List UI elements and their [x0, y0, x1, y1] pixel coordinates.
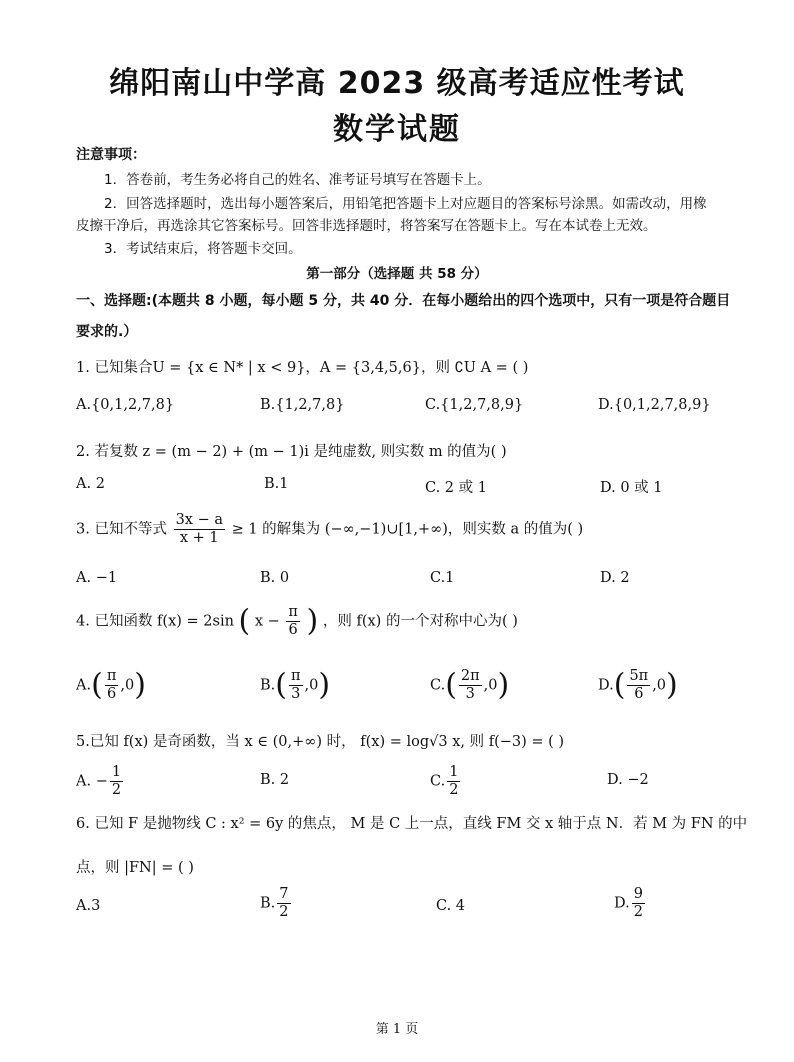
question-3-suffix: ≥ 1 的解集为 (−∞,−1)∪[1,+∞)，则实数 a 的值为( ) — [231, 521, 584, 538]
question-6-stem-line-2: 点，则 |FN| = ( ) — [76, 860, 194, 876]
option-tail: ,0 — [304, 677, 319, 694]
question-4-option-a: A.( $\frac{\pi}{6}$ ,0) — [76, 667, 146, 703]
option-fraction — [459, 668, 482, 703]
option-tail: ,0 — [483, 677, 498, 694]
fraction-numerator: 2π — [460, 668, 480, 684]
option-label: A. − — [76, 773, 108, 790]
exam-subtitle: 数学试题 — [333, 112, 461, 147]
question-4-option-d: D.( $\frac{5\pi}{6}$ ,0) — [598, 667, 678, 703]
question-1-option-d: D.{0,1,2,7,8,9} — [598, 397, 711, 413]
fraction-numerator: 9 — [633, 886, 643, 902]
fraction-denominator: 6 — [106, 686, 117, 702]
option-fraction — [289, 668, 303, 703]
option-fraction — [105, 668, 119, 703]
fraction-denominator: 6 — [288, 622, 298, 638]
fraction-numerator: 1 — [111, 764, 122, 780]
question-6-option-a: A.3 — [76, 898, 101, 914]
option-label: B. — [260, 895, 276, 912]
option-label: C. — [430, 677, 446, 694]
question-3-option-d: D. 2 — [600, 570, 630, 586]
fraction-denominator: 2 — [279, 904, 289, 920]
question-3-option-c: C.1 — [430, 570, 455, 586]
question-5-option-b: B. 2 — [260, 772, 290, 788]
fraction-denominator: 3 — [291, 686, 301, 702]
question-3-prefix: 3. 已知不等式 — [76, 521, 167, 538]
option-tail: ,0 — [120, 677, 135, 694]
fraction-denominator: 6 — [634, 686, 644, 702]
question-5-option-c — [430, 764, 462, 799]
fraction-numerator: 5π — [629, 668, 649, 684]
question-4-option-b: B.( $\frac{\pi}{3}$ ,0) — [260, 667, 331, 703]
fraction-numerator: 7 — [279, 886, 289, 902]
option-fraction — [277, 886, 290, 921]
fraction-denominator: 2 — [449, 782, 459, 798]
question-4-option-c: C.( $\frac{2\pi}{3}$ ,0) — [430, 667, 510, 703]
option-tail: ,0 — [652, 677, 667, 694]
question-1-option-a: A.{0,1,2,7,8} — [76, 397, 175, 413]
notice-item-3: 3．考试结束后，将答题卡交回。 — [104, 241, 302, 257]
question-2-option-c: C. 2 或 1 — [425, 480, 487, 496]
question-2-option-b: B.1 — [264, 476, 289, 492]
question-5-option-d: D. −2 — [607, 772, 649, 788]
question-1-option-b: B.{1,2,7,8} — [260, 397, 345, 413]
right-paren: ) — [306, 603, 319, 639]
question-3-option-b: B. 0 — [260, 570, 290, 586]
question-2-option-a: A. 2 — [76, 476, 105, 492]
question-2-option-d: D. 0 或 1 — [600, 480, 663, 496]
page-number: 第 1 页 — [375, 1022, 419, 1037]
question-1-option-c: C.{1,2,7,8,9} — [425, 397, 524, 413]
question-6-option-b — [260, 886, 293, 921]
question-4-prefix: 4. 已知函数 f(x) = 2sin — [76, 613, 234, 630]
question-4-var: x − — [254, 613, 280, 630]
question-6-option-d — [614, 886, 647, 921]
left-paren: ( — [238, 603, 251, 639]
section-one-line-1: 一、选择题:(本题共 8 小题，每小题 5 分，共 40 分．在每小题给出的四个选项中，只有一项是符合题目 — [76, 293, 731, 309]
option-label: B. — [260, 677, 276, 694]
option-label: A. — [76, 677, 92, 694]
option-label: D. — [598, 677, 614, 694]
question-4-fraction — [286, 604, 300, 639]
notice-heading: 注意事项： — [76, 147, 146, 163]
notice-item-2-line-2: 皮擦干净后，再选涂其它答案标号。回答非选择题时，将答案写在答题卡上。写在本试卷上无效。 — [76, 218, 657, 234]
option-fraction — [447, 764, 460, 799]
question-3-fraction — [174, 512, 225, 547]
option-fraction — [632, 886, 645, 921]
section-one-line-2: 要求的.） — [76, 324, 138, 340]
question-6-option-c: C. 4 — [436, 898, 466, 914]
fraction-denominator: 2 — [111, 782, 122, 798]
option-label: D. — [614, 895, 630, 912]
fraction-numerator: 1 — [449, 764, 459, 780]
notice-item-1: 1．答卷前，考生务必将自己的姓名、准考证号填写在答题卡上。 — [104, 172, 491, 188]
question-5-stem: 5.已知 f(x) 是奇函数，当 x ∈ (0,+∞) 时， f(x) = log√3 x, 则 f(−3) = ( ) — [76, 734, 565, 750]
fraction-numerator: π — [106, 668, 117, 684]
fraction-numerator: π — [288, 604, 298, 620]
question-4-suffix: ，则 f(x) 的一个对称中心为( ) — [322, 613, 518, 630]
option-fraction — [627, 668, 650, 703]
question-2-stem: 2. 若复数 z = (m − 2) + (m − 1)i 是纯虚数, 则实数 m 的值为( ) — [76, 444, 507, 460]
notice-item-2-line-1: 2．回答选择题时，选出每小题答案后，用铅笔把答题卡上对应题目的答案标号涂黑。如需改动，用橡 — [104, 196, 707, 212]
option-label: C. — [430, 773, 446, 790]
question-5-option-a — [76, 764, 125, 799]
option-fraction — [110, 764, 123, 799]
part-one-title: 第一部分（选择题 共 58 分） — [306, 266, 488, 282]
fraction-denominator: 2 — [633, 904, 643, 920]
fraction-denominator: 3 — [465, 686, 475, 702]
question-3-option-a: A. −1 — [76, 570, 118, 586]
exam-title: 绵阳南山中学高 2023 级高考适应性考试 — [109, 66, 685, 101]
question-1-stem: 1. 已知集合U = {x ∈ N* | x < 9}，A = {3,4,5,6}，则 ∁U A = ( ) — [76, 360, 529, 376]
fraction-denominator: x + 1 — [179, 530, 219, 546]
question-6-stem-line-1: 6. 已知 F 是抛物线 C : x² = 6y 的焦点， M 是 C 上一点，直线 FM 交 x 轴于点 N．若 M 为 FN 的中 — [76, 816, 748, 832]
fraction-numerator: 3x − a — [175, 512, 223, 528]
question-3-stem — [76, 512, 583, 547]
fraction-numerator: π — [290, 668, 301, 684]
question-4-stem — [76, 604, 518, 639]
